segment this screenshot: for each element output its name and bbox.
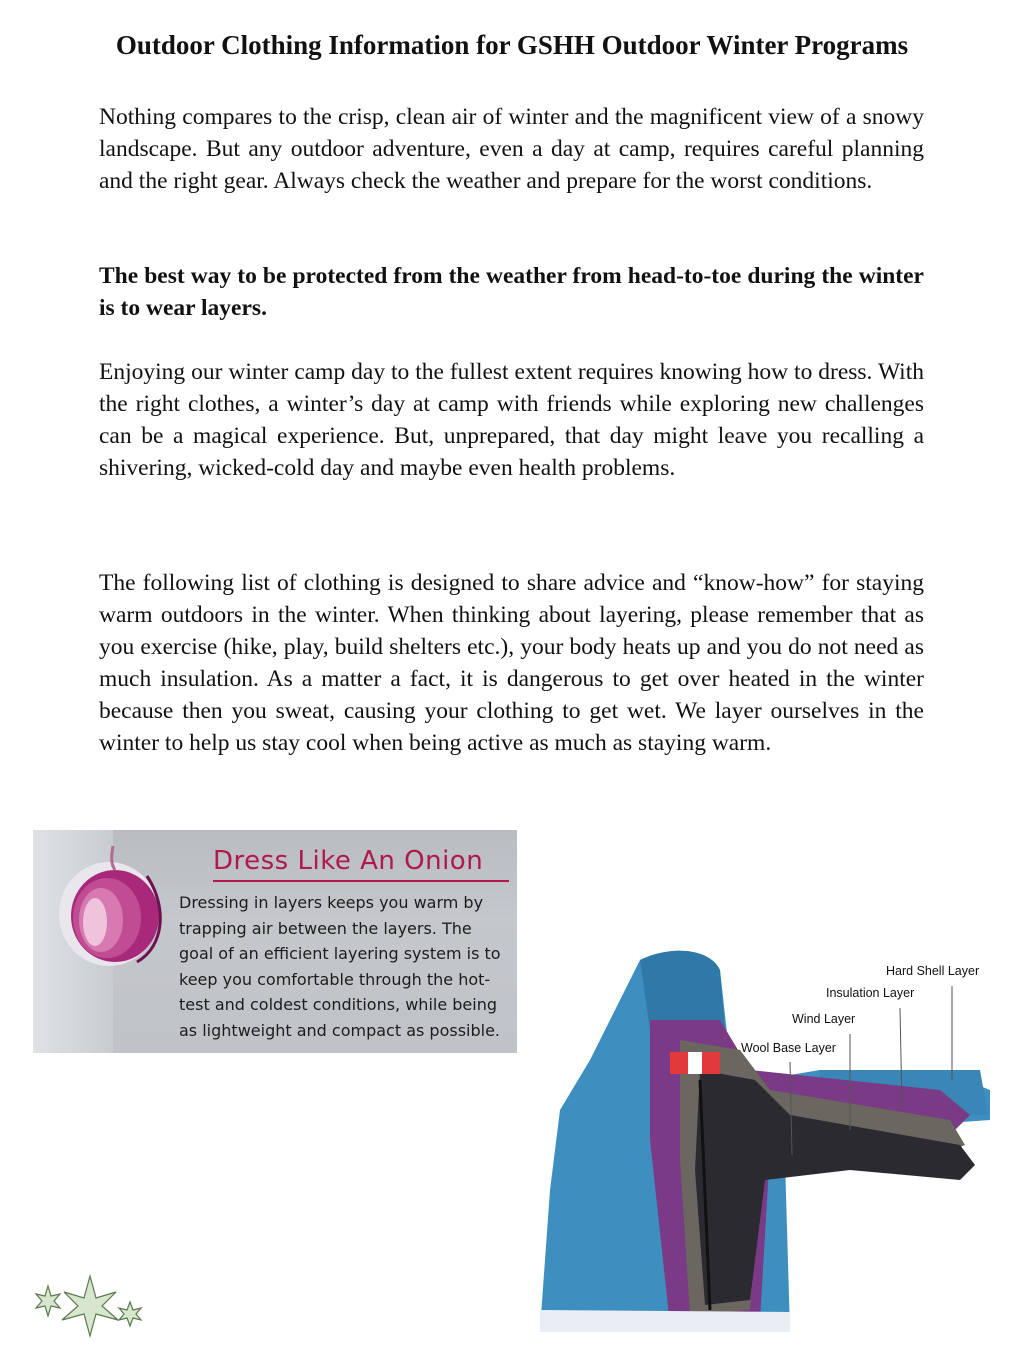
sign-title: Dress Like An Onion bbox=[213, 846, 484, 876]
dress-like-an-onion-sign bbox=[33, 830, 517, 1053]
wind-layer-label: Wind Layer bbox=[792, 1012, 856, 1026]
layers-emphasis-paragraph: The best way to be protected from the weather from head-to-toe during the winter is to wear layers. bbox=[99, 263, 924, 321]
wool-base-layer-label: Wool Base Layer bbox=[741, 1041, 836, 1055]
layering-advice-paragraph: The following list of clothing is designed to share advice and “know-how” for staying warm outdoors in the winter. When thinking about layering, please remember that as you exercise (hike, play, build shelters etc.), your body heats up and you do not need as much insulation. As a matter a fact, it is dangerous to get over heated in the winter because then you sweat, causing your clothing to get wet. We layer ourselves in the winter to help us stay cool when being active as much as staying warm. bbox=[99, 570, 924, 756]
red-onion-icon bbox=[47, 836, 187, 976]
label-leader-lines bbox=[520, 940, 1000, 1340]
camp-dress-paragraph: Enjoying our winter camp day to the fullest extent requires knowing how to dress. With the right clothes, a winter’s day at camp with friends while exploring new challenges can be a magical experience. But, unprepared, that day might leave you recalling a shivering, wicked-cold day and maybe even health problems. bbox=[99, 359, 924, 481]
sign-body-text: Dressing in layers keeps you warm by trapping air between the layers. The goal of an efficient layering system is to keep you comfortable through the hot- test and coldest conditions, while being as lightweight and compact as possible. bbox=[179, 893, 501, 1040]
hard-shell-layer-label: Hard Shell Layer bbox=[886, 964, 980, 978]
sign-title-underline bbox=[213, 880, 509, 882]
insulation-layer-label: Insulation Layer bbox=[826, 986, 915, 1000]
jacket-layers-diagram bbox=[520, 940, 1000, 1340]
intro-paragraph: Nothing compares to the crisp, clean air of winter and the magnificent view of a snowy landscape. But any outdoor adventure, even a day at camp, requires careful planning and the right gear. Always check the weather and prepare for the worst conditions. bbox=[99, 104, 924, 194]
page-title: Outdoor Clothing Information for GSHH Outdoor Winter Programs bbox=[115, 30, 909, 60]
snowflake-cluster-icon bbox=[30, 1272, 150, 1342]
